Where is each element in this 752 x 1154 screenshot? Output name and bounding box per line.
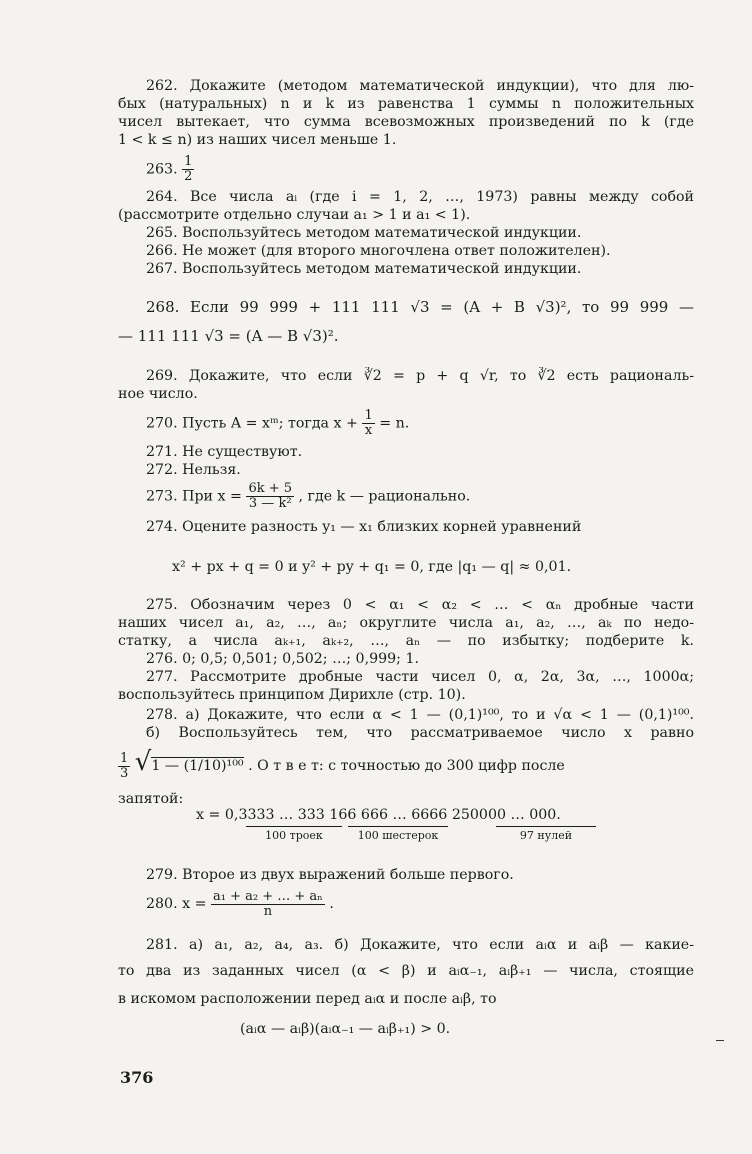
text-line: 279. Второе из двух выражений больше первого. bbox=[146, 867, 514, 883]
text-line: 1 < k ≤ n) из наших чисел меньше 1. bbox=[118, 132, 397, 148]
text-line: 275. Обозначим через 0 < α₁ < α₂ < … < αₙ дробные части bbox=[146, 597, 694, 613]
text-line: 264. Все числа aᵢ (где i = 1, 2, …, 1973) равны между собой bbox=[146, 189, 694, 205]
fraction-denominator: 2 bbox=[184, 169, 193, 184]
text-line: 267. Воспользуйтесь методом математической индукции. bbox=[146, 261, 582, 277]
fraction bbox=[118, 752, 130, 781]
text-line: запятой: bbox=[118, 791, 184, 807]
problem-text: 273. При x = bbox=[146, 488, 242, 505]
text-line: 272. Нельзя. bbox=[146, 462, 241, 478]
page-number: 376 bbox=[120, 1068, 154, 1087]
text-line: 274. Оцените разность y₁ — x₁ близких корней уравнений bbox=[146, 519, 582, 535]
problem-text: 280. x = bbox=[146, 896, 207, 912]
text-line: чисел вытекает, что сумма всевозможных произведений по k (где bbox=[118, 114, 694, 130]
fraction bbox=[246, 482, 294, 511]
problem-text: 270. Пусть A = xᵐ; тогда x + bbox=[146, 415, 358, 432]
text-line: 276. 0; 0,5; 0,501; 0,502; …; 0,999; 1. bbox=[146, 651, 419, 667]
margin-mark bbox=[716, 1040, 724, 1041]
text-line: наших чисел a₁, a₂, …, aₙ; округлите числа a₁, a₂, …, aₖ по недо- bbox=[118, 615, 694, 631]
text-line: в искомом расположении перед aᵢα и после aᵢβ, то bbox=[118, 991, 497, 1007]
formula-line: (aᵢα — aᵢβ)(aᵢα₋₁ — aᵢβ₊₁) > 0. bbox=[240, 1021, 451, 1037]
formula-line: x² + px + q = 0 и y² + py + q₁ = 0, где |q₁ — q| ≈ 0,01. bbox=[172, 559, 572, 575]
brace-label: 100 троек bbox=[246, 826, 342, 842]
text-line: 281. а) a₁, a₂, a₄, a₃. б) Докажите, что если aᵢα и aᵢβ — какие- bbox=[146, 937, 694, 953]
equation-tail: , где k — рационально. bbox=[298, 488, 471, 505]
root-content: 1 — (1/10)¹⁰⁰ bbox=[151, 758, 244, 774]
brace-label: 97 нулей bbox=[496, 826, 596, 842]
text-line: — 111 111 √3 = (A — B √3)². bbox=[118, 327, 339, 345]
text-line: 265. Воспользуйтесь методом математической индукции. bbox=[146, 225, 582, 241]
fraction-denominator: x bbox=[364, 423, 373, 438]
text-line: бых (натуральных) n и k из равенства 1 суммы n положительных bbox=[118, 96, 694, 112]
fraction-denominator: 3 bbox=[120, 765, 129, 780]
text-line: статку, а числа aₖ₊₁, aₖ₊₂, …, aₙ — по избытку; подберите k. bbox=[118, 633, 694, 649]
text-line: 266. Не может (для второго многочлена ответ положителен). bbox=[146, 243, 611, 259]
text-line: 278. а) Докажите, что если α < 1 — (0,1)¹⁰⁰, то и √α < 1 — (0,1)¹⁰⁰. bbox=[146, 707, 694, 723]
fraction-numerator: 6k + 5 bbox=[248, 482, 293, 496]
text-line: (рассмотрите отдельно случаи a₁ > 1 и a₁ < 1). bbox=[118, 207, 471, 223]
problem-278-formula bbox=[118, 744, 694, 780]
text-line: ное число. bbox=[118, 386, 198, 402]
problem-280 bbox=[146, 884, 694, 924]
answer-text: . О т в е т: с точностью до 300 цифр после bbox=[248, 758, 565, 774]
fraction bbox=[362, 409, 374, 438]
text-line: 269. Докажите, что если ∛2 = p + q √r, то ∛2 есть рациональ- bbox=[146, 368, 694, 384]
equation-tail: = n. bbox=[379, 415, 410, 432]
fraction-denominator: 3 — k² bbox=[248, 496, 292, 511]
fraction-numerator: 1 bbox=[364, 409, 373, 423]
fraction bbox=[182, 155, 194, 184]
brace-label: 100 шестерок bbox=[348, 826, 448, 842]
problem-number: 263. bbox=[146, 161, 178, 178]
fraction-numerator: 1 bbox=[184, 155, 193, 169]
fraction-numerator: 1 bbox=[120, 750, 129, 766]
text-line: 277. Рассмотрите дробные части чисел 0, α, 2α, 3α, …, 1000α; bbox=[146, 669, 694, 685]
text-line: б) Воспользуйтесь тем, что рассматриваемое число x равно bbox=[146, 725, 694, 741]
problem-273 bbox=[146, 482, 694, 511]
problem-263 bbox=[146, 155, 694, 184]
text-line: 268. Если 99 999 + 111 111 √3 = (A + B √3)², то 99 999 — bbox=[146, 298, 694, 316]
text-line: 271. Не существуют. bbox=[146, 444, 303, 460]
root-sign: √ bbox=[134, 747, 152, 777]
equation-tail: . bbox=[329, 896, 334, 912]
text-line: 262. Докажите (методом математической индукции), что для лю- bbox=[146, 78, 694, 94]
problem-270 bbox=[146, 409, 694, 438]
fraction-denominator: n bbox=[263, 903, 273, 919]
text-line: то два из заданных чисел (α < β) и aᵢα₋₁, aᵢβ₊₁ — числа, стоящие bbox=[118, 963, 694, 979]
fraction bbox=[211, 890, 325, 919]
text-line: воспользуйтесь принципом Дирихле (стр. 10). bbox=[118, 687, 466, 703]
formula-line: x = 0,3333 … 333 166 666 … 6666 250000 … 000. bbox=[196, 807, 561, 823]
fraction-numerator: a₁ + a₂ + … + aₙ bbox=[213, 888, 323, 904]
